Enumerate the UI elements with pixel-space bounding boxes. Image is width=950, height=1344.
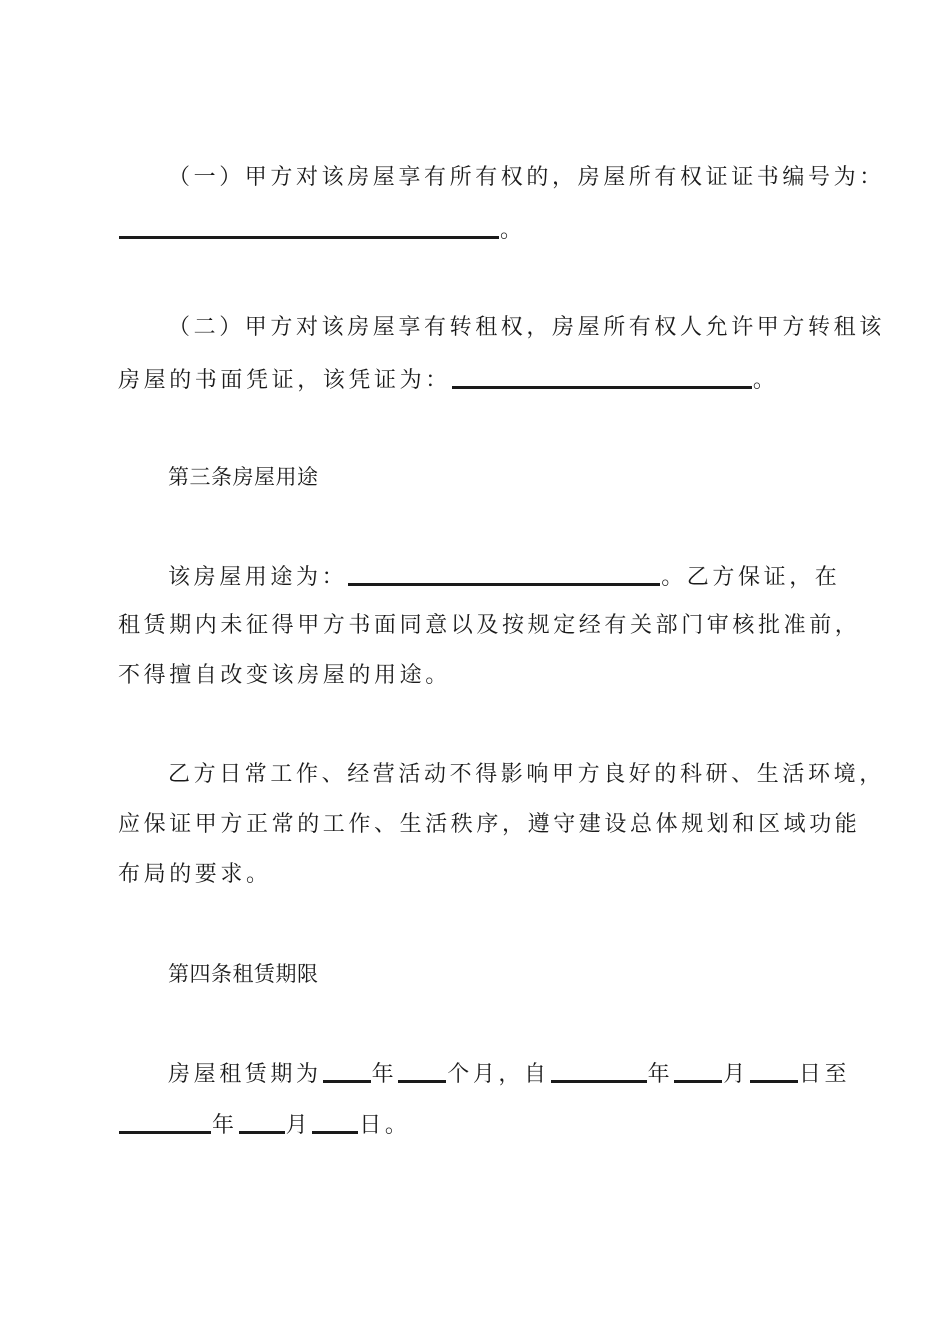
blank-end-year [119,1111,211,1134]
clause-term-line2: 年 月 日。 [118,1109,838,1141]
article-3-heading: 第三条房屋用途 [168,465,319,489]
clause-sublease-line1: （二）甲方对该房屋享有转租权，房屋所有权人允许甲方转租该 [168,315,885,340]
clause-usage-line2: 租赁期内未征得甲方书面同意以及按规定经有关部门审核批准前， [118,613,861,638]
article-4-heading: 第四条租赁期限 [168,962,319,986]
blank-start-day [750,1060,798,1083]
clause-sublease-line2: 房屋的书面凭证，该凭证为： 。 [118,368,779,393]
clause-ownership-line2 [118,214,838,246]
clause-environment-line3: 布局的要求。 [118,862,272,887]
blank-start-month [674,1060,722,1083]
clause-term-line1: 房屋租赁期为 年 个月，自 年 月 日至 [168,1062,851,1087]
clause-environment-line2: 应保证甲方正常的工作、生活秩序，遵守建设总体规划和区域功能 [118,812,861,837]
clause-usage-line1: 该房屋用途为： 。乙方保证，在 [168,565,841,590]
clause-usage-line3: 不得擅自改变该房屋的用途。 [118,663,451,688]
clause-ownership-line1: （一）甲方对该房屋享有所有权的，房屋所有权证证书编号为： [168,165,885,190]
blank-months [398,1060,446,1083]
blank-years [323,1060,371,1083]
blank-usage [348,563,660,586]
blank-end-day [312,1111,358,1134]
blank-end-month [239,1111,285,1134]
clause-environment-line1: 乙方日常工作、经营活动不得影响甲方良好的科研、生活环境， [168,762,885,787]
blank-voucher [452,366,752,389]
blank-certificate-number [119,216,499,239]
period: 。 [500,218,526,243]
blank-start-year [551,1060,647,1083]
